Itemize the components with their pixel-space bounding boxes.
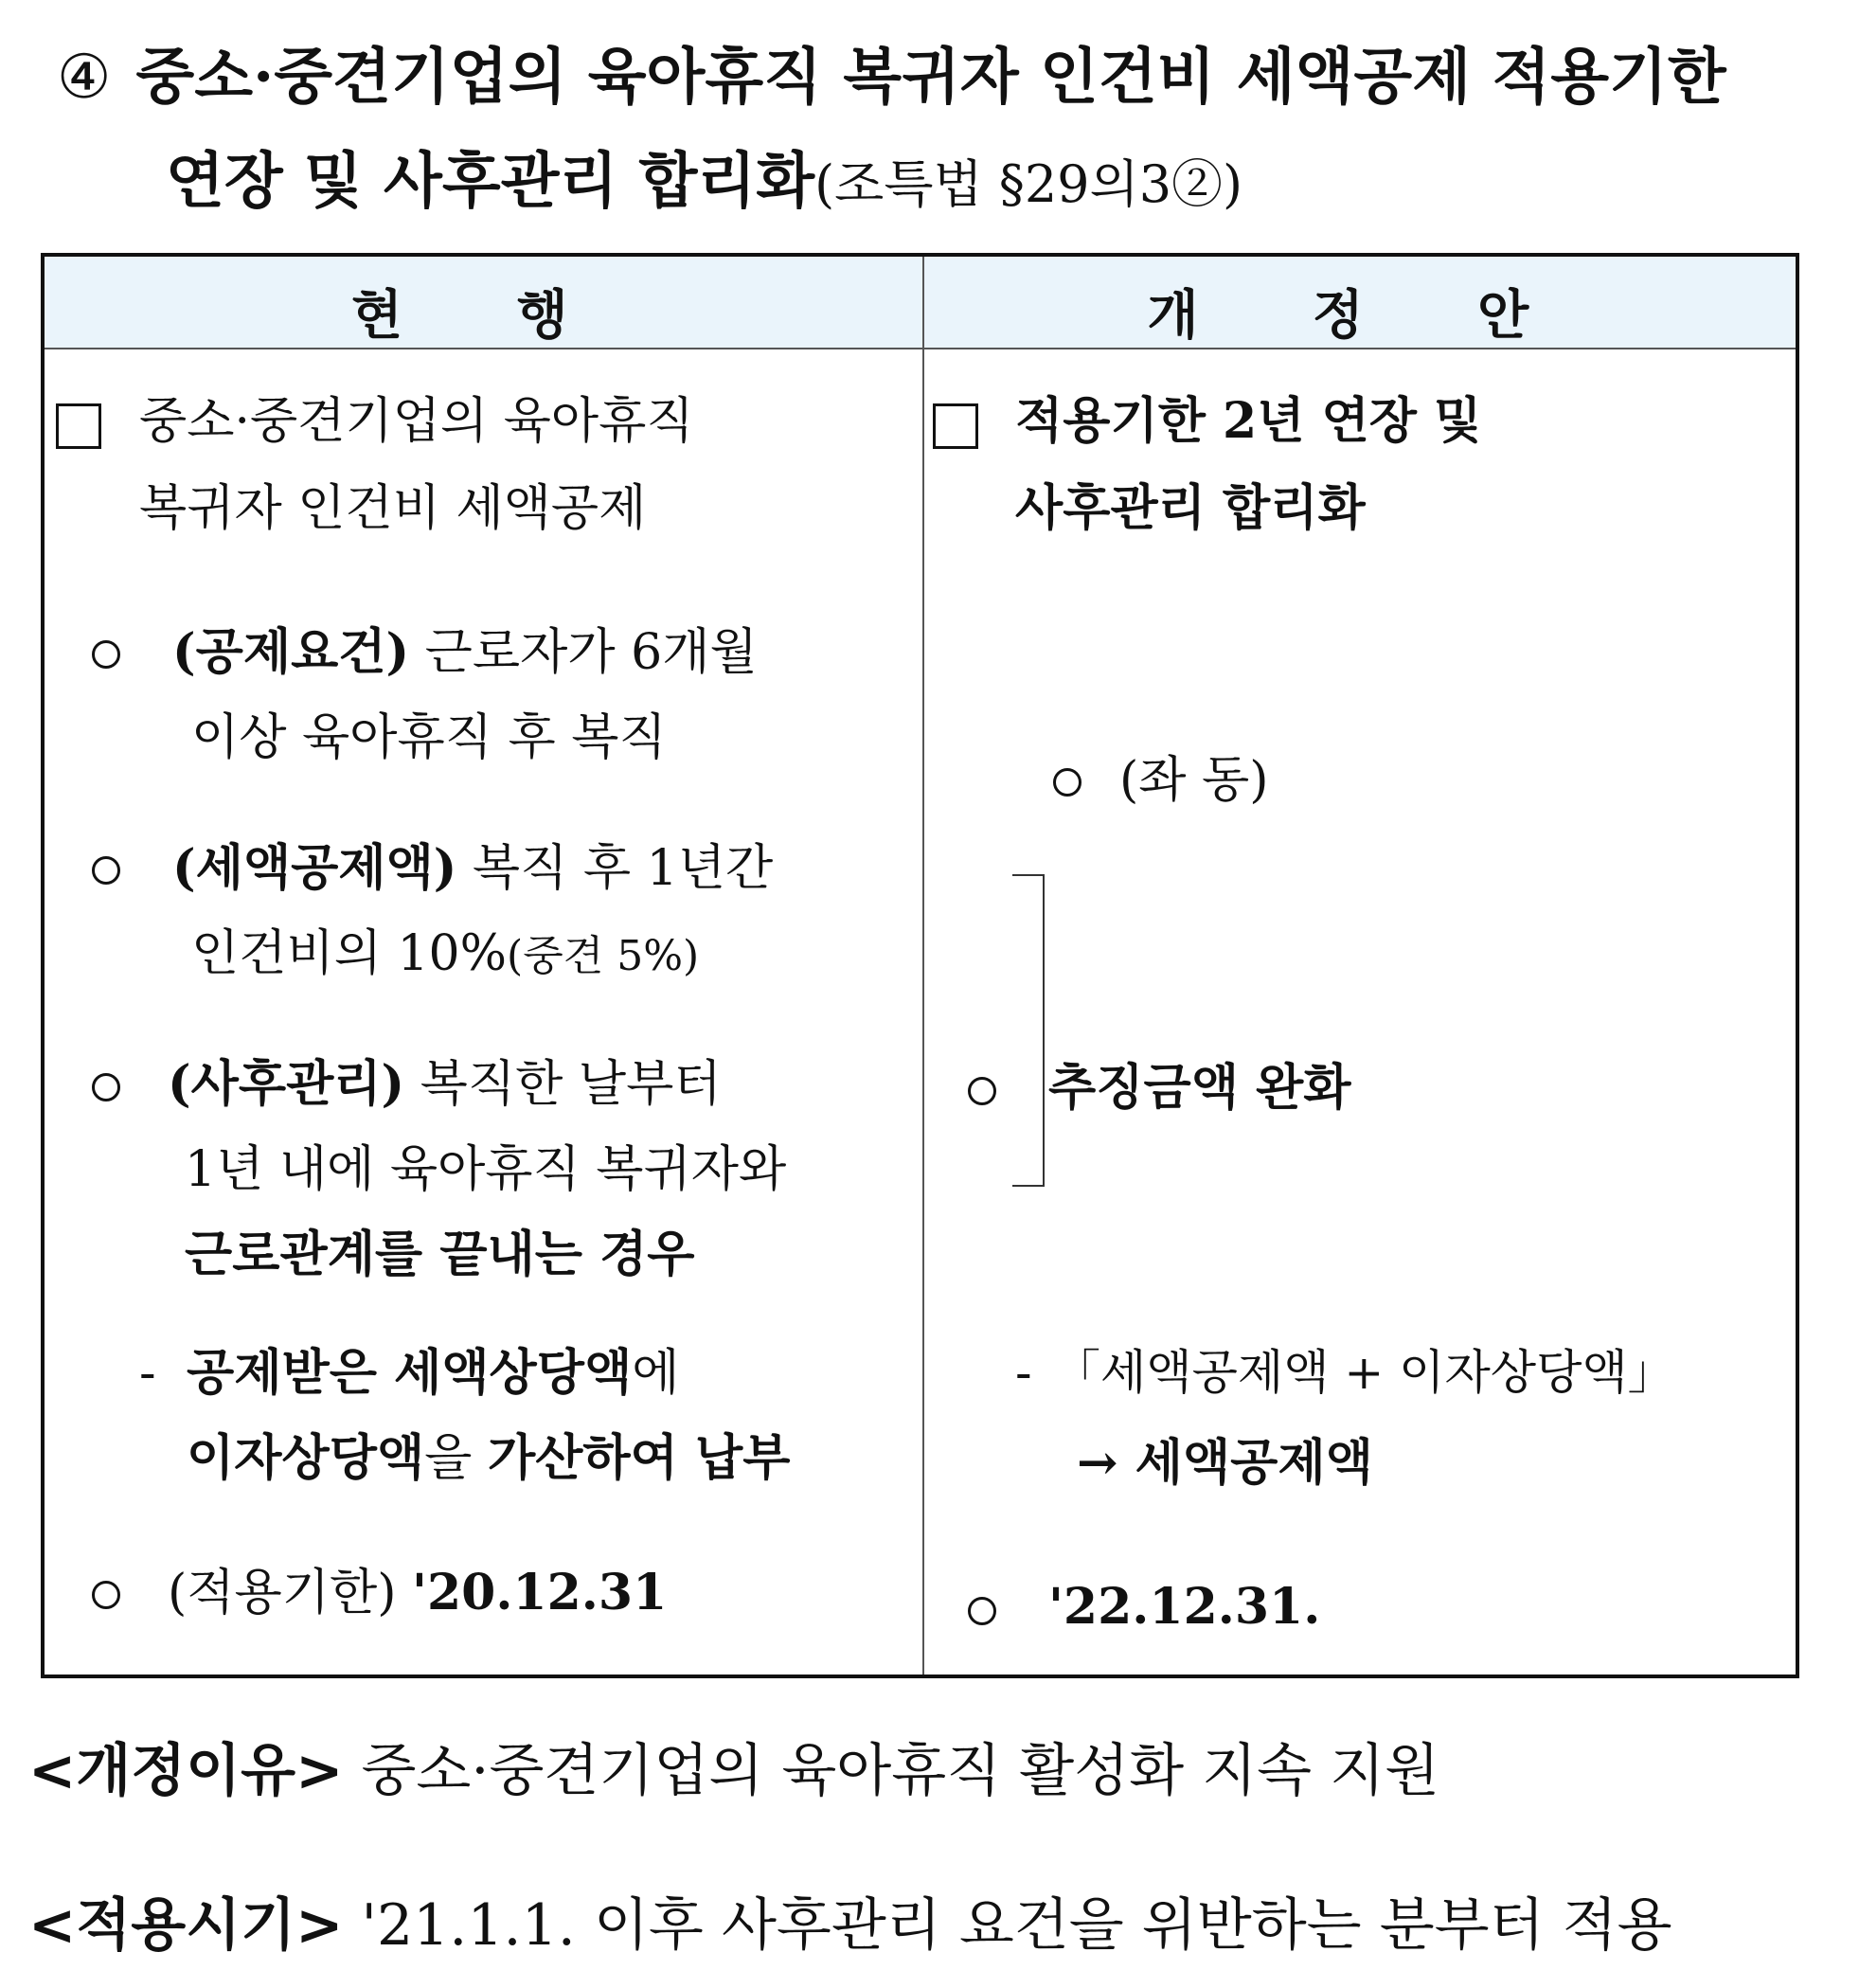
left-dash-line1 — [187, 1344, 680, 1402]
dash-suffix1: 에 — [632, 1345, 680, 1402]
header-proposed: 개 정 안 — [1147, 284, 1577, 347]
circle-bullet-icon — [1053, 768, 1081, 797]
checkbox-square-icon — [56, 403, 101, 449]
requirement-text: 근로자가 6개월 — [424, 624, 758, 681]
reason-line — [28, 1726, 1439, 1807]
left-dash-line2 — [187, 1429, 791, 1487]
circle-bullet-icon — [92, 1073, 120, 1101]
dash-bold1: 공제받은 세액상당액 — [187, 1344, 633, 1402]
column-divider — [922, 257, 924, 1675]
right-dash-line1: 「세액공제액 + 이자상당액」 — [1053, 1345, 1675, 1400]
right-relief: 추징금액 완화 — [1048, 1059, 1351, 1117]
dash-bold3: 가산하여 납부 — [487, 1429, 791, 1487]
period-value-proposed: '22.12.31. — [1048, 1578, 1321, 1636]
left-postmgmt-line2: 1년 내에 육아휴직 복귀자와 — [185, 1141, 787, 1198]
apply-label: <적용시기> — [28, 1892, 344, 1959]
left-postmgmt-line3: 근로관계를 끝내는 경우 — [185, 1226, 695, 1283]
amount-text: 복직 후 1년간 — [472, 840, 774, 897]
left-amount — [172, 839, 774, 897]
left-requirement-line2: 이상 육아휴직 후 복직 — [191, 709, 667, 766]
amount-line2: 인건비의 10% — [191, 925, 508, 982]
checkbox-square-icon — [933, 403, 978, 449]
apply-line — [28, 1880, 1672, 1961]
section-title-line1 — [57, 28, 1726, 116]
period-value-current: '20.12.31 — [412, 1564, 668, 1621]
left-amount-line2 — [191, 925, 700, 982]
circle-bullet-icon — [968, 1597, 996, 1625]
apply-text: '21.1.1. 이후 사후관리 요건을 위반하는 분부터 적용 — [361, 1892, 1672, 1959]
right-heading-line1: 적용기한 2년 연장 및 — [1015, 392, 1482, 450]
dash-icon: - — [1015, 1345, 1032, 1402]
amount-note: (중견 5%) — [507, 932, 700, 980]
left-heading-line1: 중소·중견기업의 육아휴직 — [139, 393, 694, 450]
right-heading-line2: 사후관리 합리화 — [1015, 479, 1366, 537]
dash-icon: - — [139, 1345, 156, 1402]
section-title-text2: 연장 및 사후관리 합리화 — [166, 146, 815, 217]
left-period — [168, 1564, 668, 1621]
dash-mid2: 을 — [424, 1430, 488, 1487]
circle-bullet-icon — [968, 1077, 996, 1105]
postmgmt-label: (사후관리) — [168, 1055, 405, 1113]
right-same-as-left: (좌 동) — [1119, 752, 1269, 809]
requirement-label: (공제요건) — [172, 623, 410, 681]
left-heading-line2: 복귀자 인건비 세액공제 — [139, 480, 647, 537]
reason-label: <개정이유> — [28, 1738, 344, 1804]
bracket-line — [1012, 874, 1045, 1187]
section-title-text: 중소·중견기업의 육아휴직 복귀자 인건비 세액공제 적용기한 — [135, 42, 1726, 113]
header-current: 현 행 — [351, 284, 616, 347]
comparison-table — [41, 253, 1799, 1678]
section-title-line2 — [166, 133, 1242, 220]
circle-bullet-icon — [92, 640, 120, 669]
right-arrow-line: → 세액공제액 — [1077, 1434, 1373, 1492]
left-postmgmt — [168, 1055, 722, 1113]
law-reference: (조특법 §29의3②) — [814, 154, 1243, 214]
amount-label: (세액공제액) — [172, 839, 457, 897]
circle-bullet-icon — [92, 856, 120, 885]
period-label: (적용기한) — [168, 1565, 397, 1621]
left-requirement — [172, 623, 758, 681]
circle-bullet-icon — [92, 1581, 120, 1609]
table-header — [45, 257, 1796, 349]
reason-text: 중소·중견기업의 육아휴직 활성화 지속 지원 — [361, 1738, 1440, 1804]
dash-bold2: 이자상당액 — [187, 1429, 425, 1487]
postmgmt-text: 복직한 날부터 — [420, 1056, 722, 1113]
section-number: ④ — [57, 43, 112, 113]
